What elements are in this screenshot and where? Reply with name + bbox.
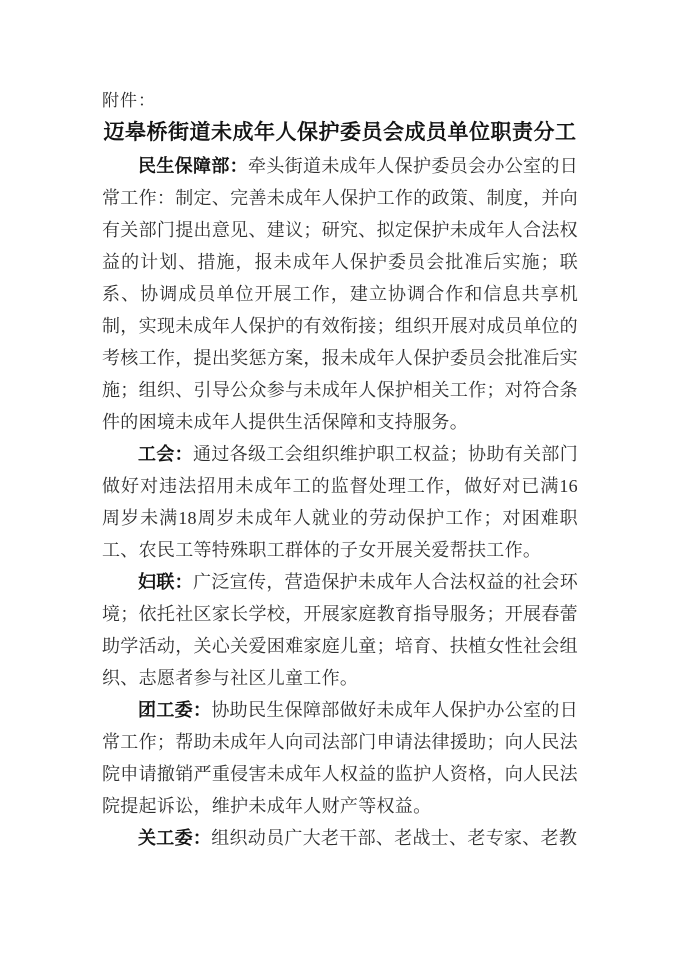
attachment-label: 附件： [102, 91, 156, 110]
paragraph-gonghui [102, 438, 578, 566]
org-name-guangongwei: 关工委： [138, 828, 212, 848]
org-name-gonghui: 工会： [138, 444, 194, 464]
paragraph-text-minsheng-baozhangbu: 牵头街道未成年人保护委员会办公室的日常工作：制定、完善未成年人保护工作的政策、制度，并向有关部门提出意见、建议；研究、拟定保护未成年人合法权益的计划、措施，报未成年人保护委员会批准后实施；联系、协调成员单位开展工作，建立协调合作和信息共享机制，实现未成年人保护的有效衔接；组织开展对成员单位的考核工作，提出奖惩方案，报未成年人保护委员会批准后实施；组织、引导公众参与未成年人保护相关工作；对符合条件的困境未成年人提供生活保障和支持服务。 [102, 156, 578, 432]
org-name-minsheng-baozhangbu: 民生保障部： [138, 156, 249, 176]
document-body [102, 150, 578, 854]
org-name-fulian: 妇联： [138, 572, 194, 592]
paragraph-text-guangongwei: 组织动员广大老干部、老战士、老专家、老教 [211, 828, 578, 848]
paragraph-tuangongwei [102, 694, 578, 822]
document-title: 迈皋桥街道未成年人保护委员会成员单位职责分工 [103, 120, 577, 144]
paragraph-text-tuangongwei: 协助民生保障部做好未成年人保护办公室的日常工作；帮助未成年人向司法部门申请法律援助；向人民法院申请撤销严重侵害未成年人权益的监护人资格，向人民法院提起诉讼，维护未成年人财产等权益。 [102, 700, 578, 816]
org-name-tuangongwei: 团工委： [138, 700, 212, 720]
paragraph-minsheng-baozhangbu [102, 150, 578, 438]
paragraph-guangongwei [102, 822, 578, 854]
paragraph-fulian [102, 566, 578, 694]
paragraph-text-fulian: 广泛宣传，营造保护未成年人合法权益的社会环境；依托社区家长学校，开展家庭教育指导服务；开展春蕾助学活动，关心关爱困难家庭儿童；培育、扶植女性社会组织、志愿者参与社区儿童工作。 [102, 572, 578, 688]
paragraph-text-gonghui: 通过各级工会组织维护职工权益；协助有关部门做好对违法招用未成年工的监督处理工作，做好对已满16周岁未满18周岁未成年人就业的劳动保护工作；对困难职工、农民工等特殊职工群体的子女开展关爱帮扶工作。 [102, 444, 578, 560]
